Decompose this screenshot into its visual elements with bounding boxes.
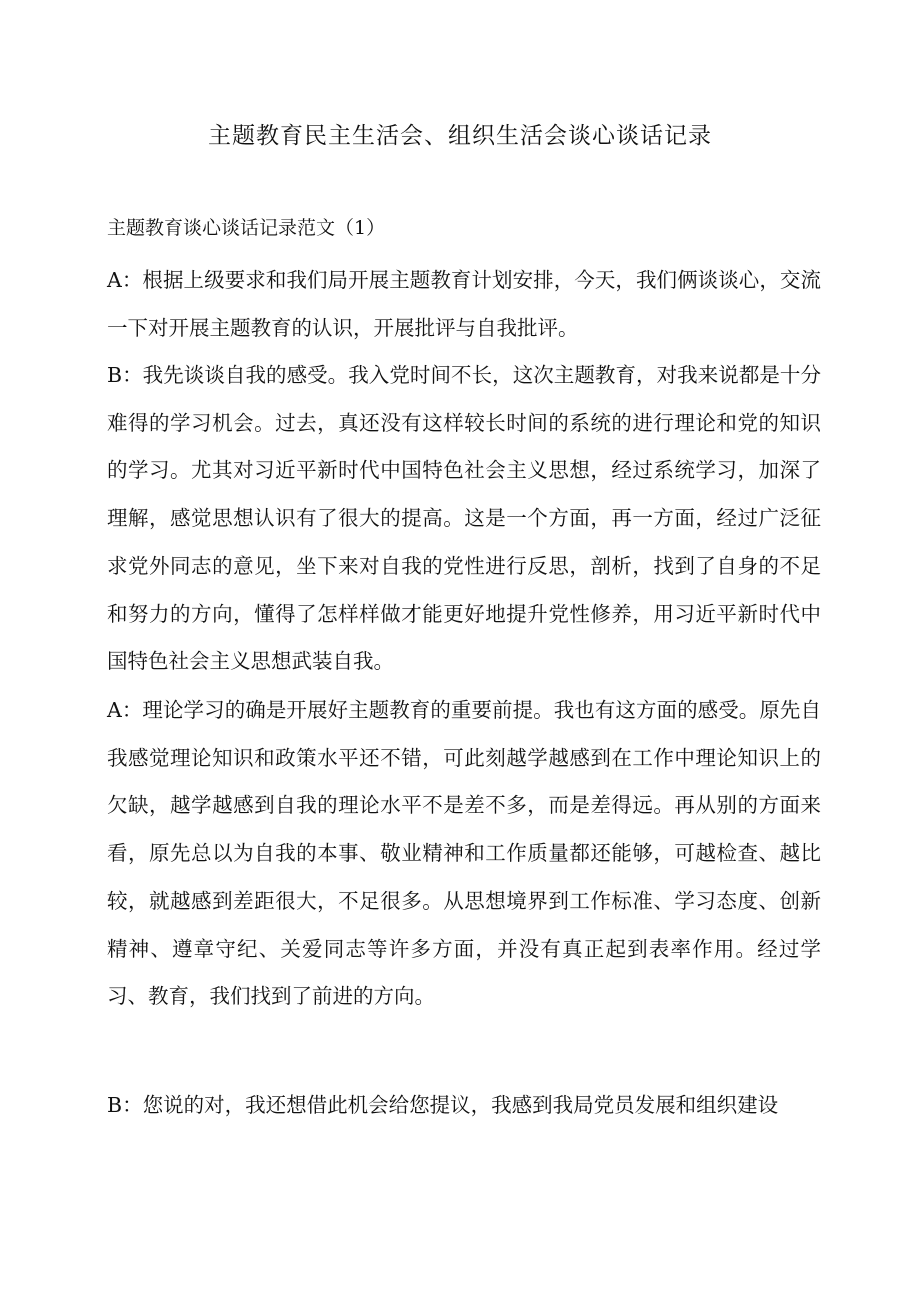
document-title: 主题教育民主生活会、组织生活会谈心谈话记录 [208,123,712,149]
dialogue-paragraph-a2: A：理论学习的确是开展好主题教育的重要前提。我也有这方面的感受。原先自我感觉理论知识和政策水平还不错，可此刻越学越感到在工作中理论知识上的欠缺，越学越感到自我的理论水平不是差不多，而是差得远。再从别的方面来看，原先总以为自我的本事、敬业精神和工作质量都还能够，可越检查、越比较，就越感到差距很大，不足很多。从思想境界到工作标准、学习态度、创新精神、遵章守纪、关爱同志等许多方面，并没有真正起到表率作用。经过学习、教育，我们找到了前进的方向。 [107,698,821,1009]
section-heading: 主题教育谈心谈话记录范文（1） [107,217,386,239]
dialogue-paragraph-b1: B：我先谈谈自我的感受。我入党时间不长，这次主题教育，对我来说都是十分难得的学习机会。过去，真还没有这样较长时间的系统的进行理论和党的知识的学习。尤其对习近平新时代中国特色社会主义思想，经过系统学习，加深了理解，感觉思想认识有了很大的提高。这是一个方面，再一方面，经过广泛征求党外同志的意见，坐下来对自我的党性进行反思，剖析，找到了自身的不足和努力的方向，懂得了怎样样做才能更好地提升党性修养，用习近平新时代中国特色社会主义思想武装自我。 [107,363,821,674]
dialogue-paragraph-b2: B：您说的对，我还想借此机会给您提议，我感到我局党员发展和组织建设 [107,1093,779,1117]
dialogue-paragraph-a1: A：根据上级要求和我们局开展主题教育计划安排，今天，我们俩谈谈心，交流一下对开展主题教育的认识，开展批评与自我批评。 [107,268,821,340]
